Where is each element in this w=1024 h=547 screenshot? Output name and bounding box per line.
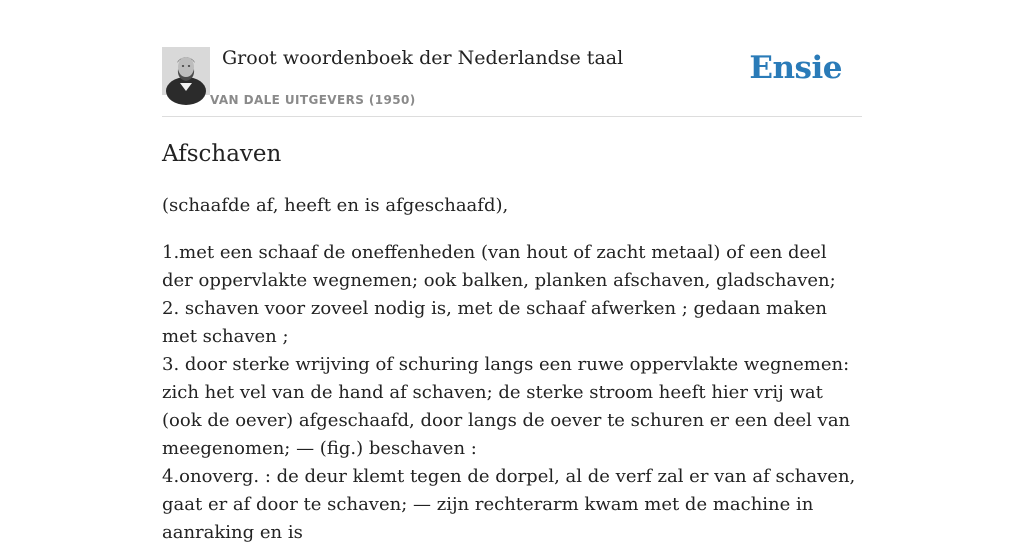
author-avatar[interactable] bbox=[162, 47, 210, 95]
definition-item: 4.onoverg. : de deur klemt tegen de dorpel, al de verf zal er van af schaven, gaat er af door te schaven; — zijn rechterarm kwam met de machine in aanraking en is bbox=[162, 466, 856, 543]
definition-item: 1.met een schaaf de oneffenheden (van hout of zacht metaal) of een deel der oppervlakte wegnemen; ook balken, planken afschaven, gladschaven; bbox=[162, 242, 836, 291]
ensie-logo[interactable]: Ensie bbox=[749, 50, 842, 86]
entry-body bbox=[162, 192, 862, 547]
definition-item: 2. schaven voor zoveel nodig is, met de schaaf afwerken ; gedaan maken met schaven ; bbox=[162, 298, 827, 347]
entry-grammar: (schaafde af, heeft en is afgeschaafd), bbox=[162, 195, 509, 216]
portrait-icon bbox=[162, 47, 210, 95]
definition-item: 3. door sterke wrijving of schuring langs een ruwe oppervlakte wegnemen: zich het vel van de hand af schaven; de sterke stroom heeft hier vrij wat (ook de oever) afgeschaafd, door langs de oever te schuren er een deel van meegenomen; — (fig.) beschaven : bbox=[162, 354, 851, 459]
source-publisher: VAN DALE UITGEVERS (1950) bbox=[210, 93, 416, 107]
source-title[interactable]: Groot woordenboek der Nederlandse taal bbox=[222, 47, 624, 69]
page-container bbox=[162, 0, 862, 543]
entry-headword: Afschaven bbox=[162, 141, 282, 167]
source-header bbox=[162, 0, 862, 117]
definition-list bbox=[162, 239, 862, 547]
